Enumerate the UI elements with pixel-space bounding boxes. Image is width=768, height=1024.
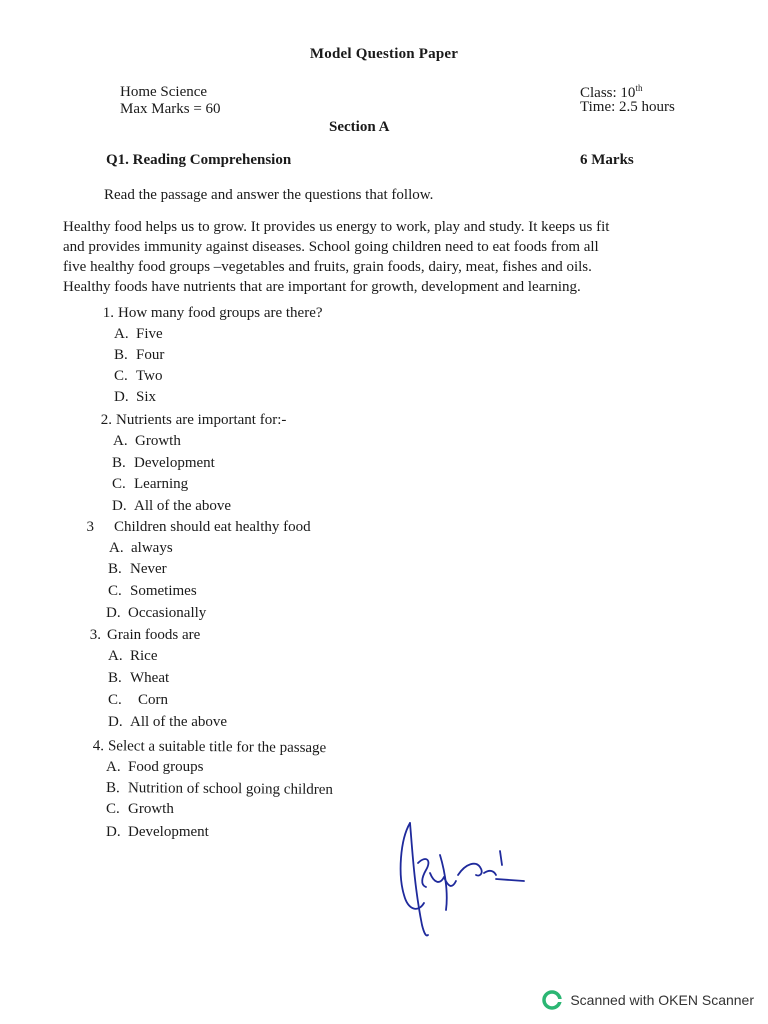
question-text: Nutrients are important for:- xyxy=(116,412,287,428)
option-letter: C. xyxy=(114,368,128,384)
question-text: Select a suitable title for the passage xyxy=(107,738,327,757)
scanner-footer xyxy=(542,990,754,1010)
option-text: Four xyxy=(136,347,165,363)
option-item xyxy=(106,801,174,818)
class-superscript: th xyxy=(635,83,643,93)
question-item xyxy=(80,738,326,757)
question-item xyxy=(80,519,311,536)
option-item xyxy=(114,347,164,364)
question-item xyxy=(83,627,200,644)
question-number: 1. xyxy=(102,305,114,321)
option-letter: B. xyxy=(108,670,122,686)
paper-title: Model Question Paper xyxy=(309,46,459,62)
question-number: 3 xyxy=(86,519,94,535)
question-number: 3. xyxy=(89,627,101,643)
passage-line: Healthy foods have nutrients that are important for growth, development and learning. xyxy=(63,279,581,295)
option-item xyxy=(108,648,158,665)
option-text: All of the above xyxy=(134,498,232,514)
question-item xyxy=(90,305,323,322)
question-number: 4. xyxy=(92,738,105,755)
option-text: Development xyxy=(128,824,209,840)
option-letter: A. xyxy=(113,433,128,449)
option-text: Nutrition of school going children xyxy=(127,780,334,798)
option-item xyxy=(109,540,173,557)
oken-scanner-logo-icon xyxy=(542,990,562,1010)
option-item xyxy=(106,780,333,799)
option-text: Wheat xyxy=(130,670,170,686)
option-item xyxy=(114,326,163,343)
option-item xyxy=(112,476,188,493)
option-text: Never xyxy=(130,561,167,577)
option-letter: B. xyxy=(105,780,120,797)
option-text: Food groups xyxy=(128,759,204,775)
option-letter: A. xyxy=(109,540,124,556)
signature-icon xyxy=(396,815,526,940)
option-item xyxy=(106,824,209,841)
option-letter: B. xyxy=(108,561,122,577)
subject-label: Home Science xyxy=(120,84,208,100)
option-item xyxy=(106,759,203,776)
option-text: Corn xyxy=(138,692,168,708)
option-letter: B. xyxy=(114,347,128,363)
marks-label: 6 Marks xyxy=(580,152,634,168)
option-letter: D. xyxy=(106,824,121,840)
option-letter: B. xyxy=(112,455,126,471)
passage xyxy=(63,217,703,297)
option-item xyxy=(108,561,167,578)
question-text: Children should eat healthy food xyxy=(114,519,311,535)
passage-line: and provides immunity against diseases. School going children need to eat foods from all xyxy=(63,239,599,255)
option-text: All of the above xyxy=(130,714,228,730)
option-text: Development xyxy=(134,455,215,471)
option-text: Learning xyxy=(134,476,189,492)
question-number: 2. xyxy=(100,412,112,428)
passage-line: five healthy food groups –vegetables and fruits, grain foods, dairy, meat, fishes and oils. xyxy=(63,259,592,275)
option-letter: C. xyxy=(108,692,122,708)
option-text: Rice xyxy=(130,648,158,664)
option-item xyxy=(106,605,206,622)
option-letter: A. xyxy=(106,759,121,775)
option-letter: C. xyxy=(106,801,120,817)
option-item xyxy=(114,368,162,385)
option-text: always xyxy=(131,540,173,556)
section-heading: Section A xyxy=(329,119,390,135)
question-text: Grain foods are xyxy=(107,627,201,643)
option-text: Occasionally xyxy=(128,605,207,621)
scanner-text: Scanned with OKEN Scanner xyxy=(570,992,754,1008)
option-letter: A. xyxy=(108,648,123,664)
max-marks-label: Max Marks = 60 xyxy=(120,101,221,117)
option-item xyxy=(112,455,215,472)
option-letter: D. xyxy=(112,498,127,514)
option-text: Growth xyxy=(128,801,174,817)
option-letter: C. xyxy=(108,583,122,599)
question-heading: Q1. Reading Comprehension xyxy=(106,152,292,168)
option-letter: D. xyxy=(114,389,129,405)
option-item xyxy=(108,670,169,687)
option-letter: A. xyxy=(114,326,129,342)
option-text: Five xyxy=(136,326,163,342)
option-letter: C. xyxy=(112,476,126,492)
option-text: Growth xyxy=(135,433,181,449)
option-item xyxy=(108,692,168,709)
option-item xyxy=(108,583,197,600)
option-text: Six xyxy=(136,389,157,405)
option-item xyxy=(108,714,227,731)
question-item xyxy=(88,412,286,429)
question-text: How many food groups are there? xyxy=(118,305,323,321)
class-text: Class: 10 xyxy=(580,85,636,101)
option-text: Sometimes xyxy=(130,583,197,599)
option-text: Two xyxy=(136,368,163,384)
option-letter: D. xyxy=(106,605,121,621)
instruction-text: Read the passage and answer the questions that follow. xyxy=(104,187,434,203)
option-letter: D. xyxy=(108,714,123,730)
option-item xyxy=(112,498,231,515)
passage-line: Healthy food helps us to grow. It provides us energy to work, play and study. It keeps us fit xyxy=(63,219,610,235)
time-label: Time: 2.5 hours xyxy=(580,99,675,115)
option-item xyxy=(114,389,156,406)
option-item xyxy=(113,433,181,450)
